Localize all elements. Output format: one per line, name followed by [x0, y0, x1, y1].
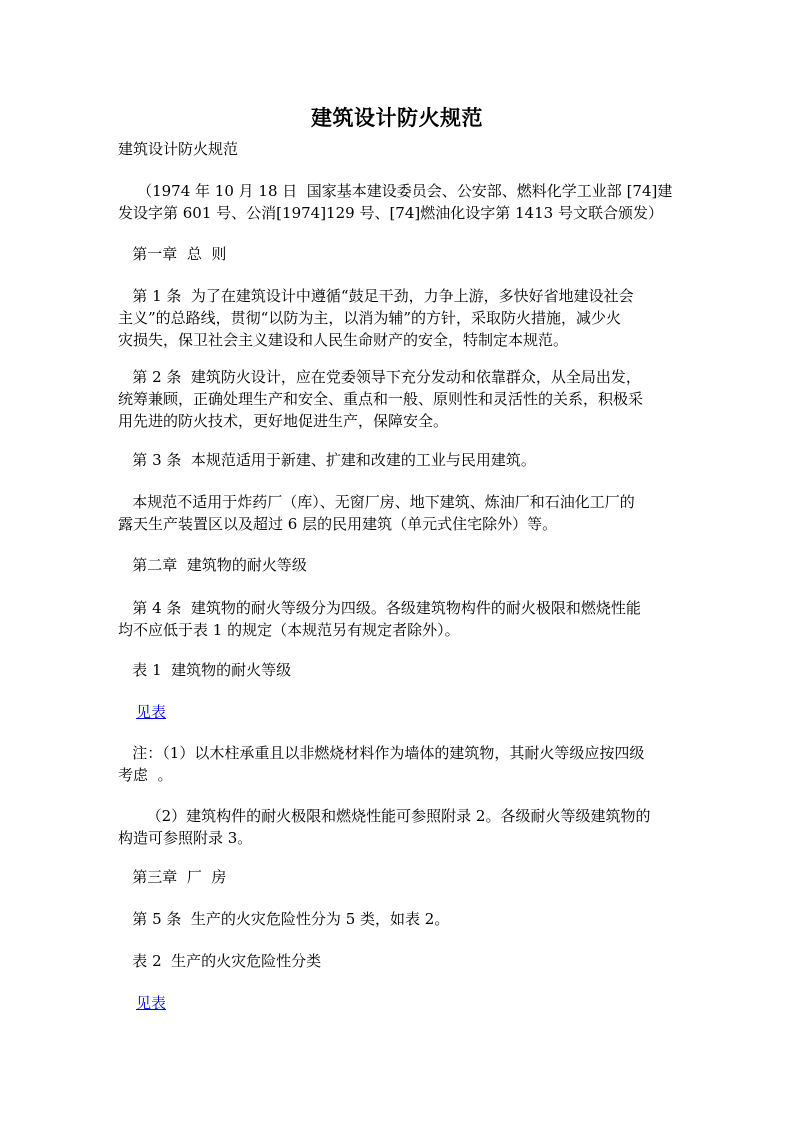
article-1-paragraph [118, 285, 678, 351]
table-2-caption [118, 950, 678, 972]
article-line: 用先进的防火技术，更好地促进生产，保障安全。 [118, 412, 449, 430]
table-1-link-row [136, 701, 696, 723]
table-caption-text: 表 2 生产的火灾危险性分类 [118, 952, 322, 970]
note-line: 构造可参照附录 3。 [118, 829, 253, 847]
issuance-line: （1974 年 10 月 18 日 国家基本建设委员会、公安部、燃料化学工业部 [74]建 [118, 182, 673, 200]
note-2-paragraph [118, 805, 678, 849]
article-3-paragraph [118, 449, 678, 471]
chapter-1-heading [118, 243, 678, 265]
article-3-note-paragraph [118, 491, 678, 535]
article-2-paragraph [118, 366, 678, 432]
article-line: 均不应低于表 1 的规定（本规范另有规定者除外）。 [118, 621, 460, 639]
note-line: （2）建筑构件的耐火极限和燃烧性能可参照附录 2。各级耐火等级建筑物的 [118, 807, 651, 825]
article-line: 露天生产装置区以及超过 6 层的民用建筑（单元式住宅除外）等。 [118, 515, 558, 533]
table-1-see-link[interactable]: 见表 [136, 703, 167, 721]
table-2-link-row [136, 992, 696, 1014]
issuance-paragraph [118, 180, 678, 224]
article-line: 第 2 条 建筑防火设计，应在党委领导下充分发动和依靠群众，从全局出发， [118, 368, 641, 386]
chapter-heading-text: 第一章 总 则 [118, 245, 227, 263]
article-line: 第 4 条 建筑物的耐火等级分为四级。各级建筑物构件的耐火极限和燃烧性能 [118, 599, 641, 617]
issuance-line: 发设字第 601 号、公消[1974]129 号、[74]燃油化设字第 1413 号文联合颁发） [118, 204, 663, 222]
article-line: 主义”的总路线，贯彻“以防为主，以消为辅”的方针，采取防火措施，减少火 [118, 309, 622, 327]
note-line: 考虑 。 [118, 766, 173, 784]
chapter-heading-text: 第二章 建筑物的耐火等级 [118, 556, 307, 574]
table-2-see-link[interactable]: 见表 [136, 994, 167, 1012]
note-1-paragraph [118, 742, 678, 786]
chapter-3-heading [118, 866, 678, 888]
article-line: 灾损失，保卫社会主义建设和人民生命财产的安全，特制定本规范。 [118, 331, 569, 349]
chapter-heading-text: 第三章 厂 房 [118, 868, 227, 886]
article-5-paragraph [118, 908, 678, 930]
article-line: 第 3 条 本规范适用于新建、扩建和改建的工业与民用建筑。 [118, 451, 536, 469]
table-caption-text: 表 1 建筑物的耐火等级 [118, 661, 292, 679]
article-line: 统筹兼顾，正确处理生产和安全、重点和一般、原则性和灵活性的关系，积极采 [118, 390, 644, 408]
chapter-2-heading [118, 554, 678, 576]
document-title: 建筑设计防火规范 [311, 105, 483, 130]
article-line: 本规范不适用于炸药厂（库）、无窗厂房、地下建筑、炼油厂和石油化工厂的 [118, 493, 635, 511]
document-subtitle [118, 138, 678, 160]
article-line: 第 5 条 生产的火灾危险性分为 5 类，如表 2。 [118, 910, 450, 928]
article-4-paragraph [118, 597, 678, 641]
subtitle-text: 建筑设计防火规范 [118, 140, 239, 158]
article-line: 第 1 条 为了在建筑设计中遵循“鼓足干劲，力争上游，多快好省地建设社会 [118, 287, 634, 305]
note-line: 注：（1）以木柱承重且以非燃烧材料作为墙体的建筑物，其耐火等级应按四级 [118, 744, 645, 762]
table-1-caption [118, 659, 678, 681]
